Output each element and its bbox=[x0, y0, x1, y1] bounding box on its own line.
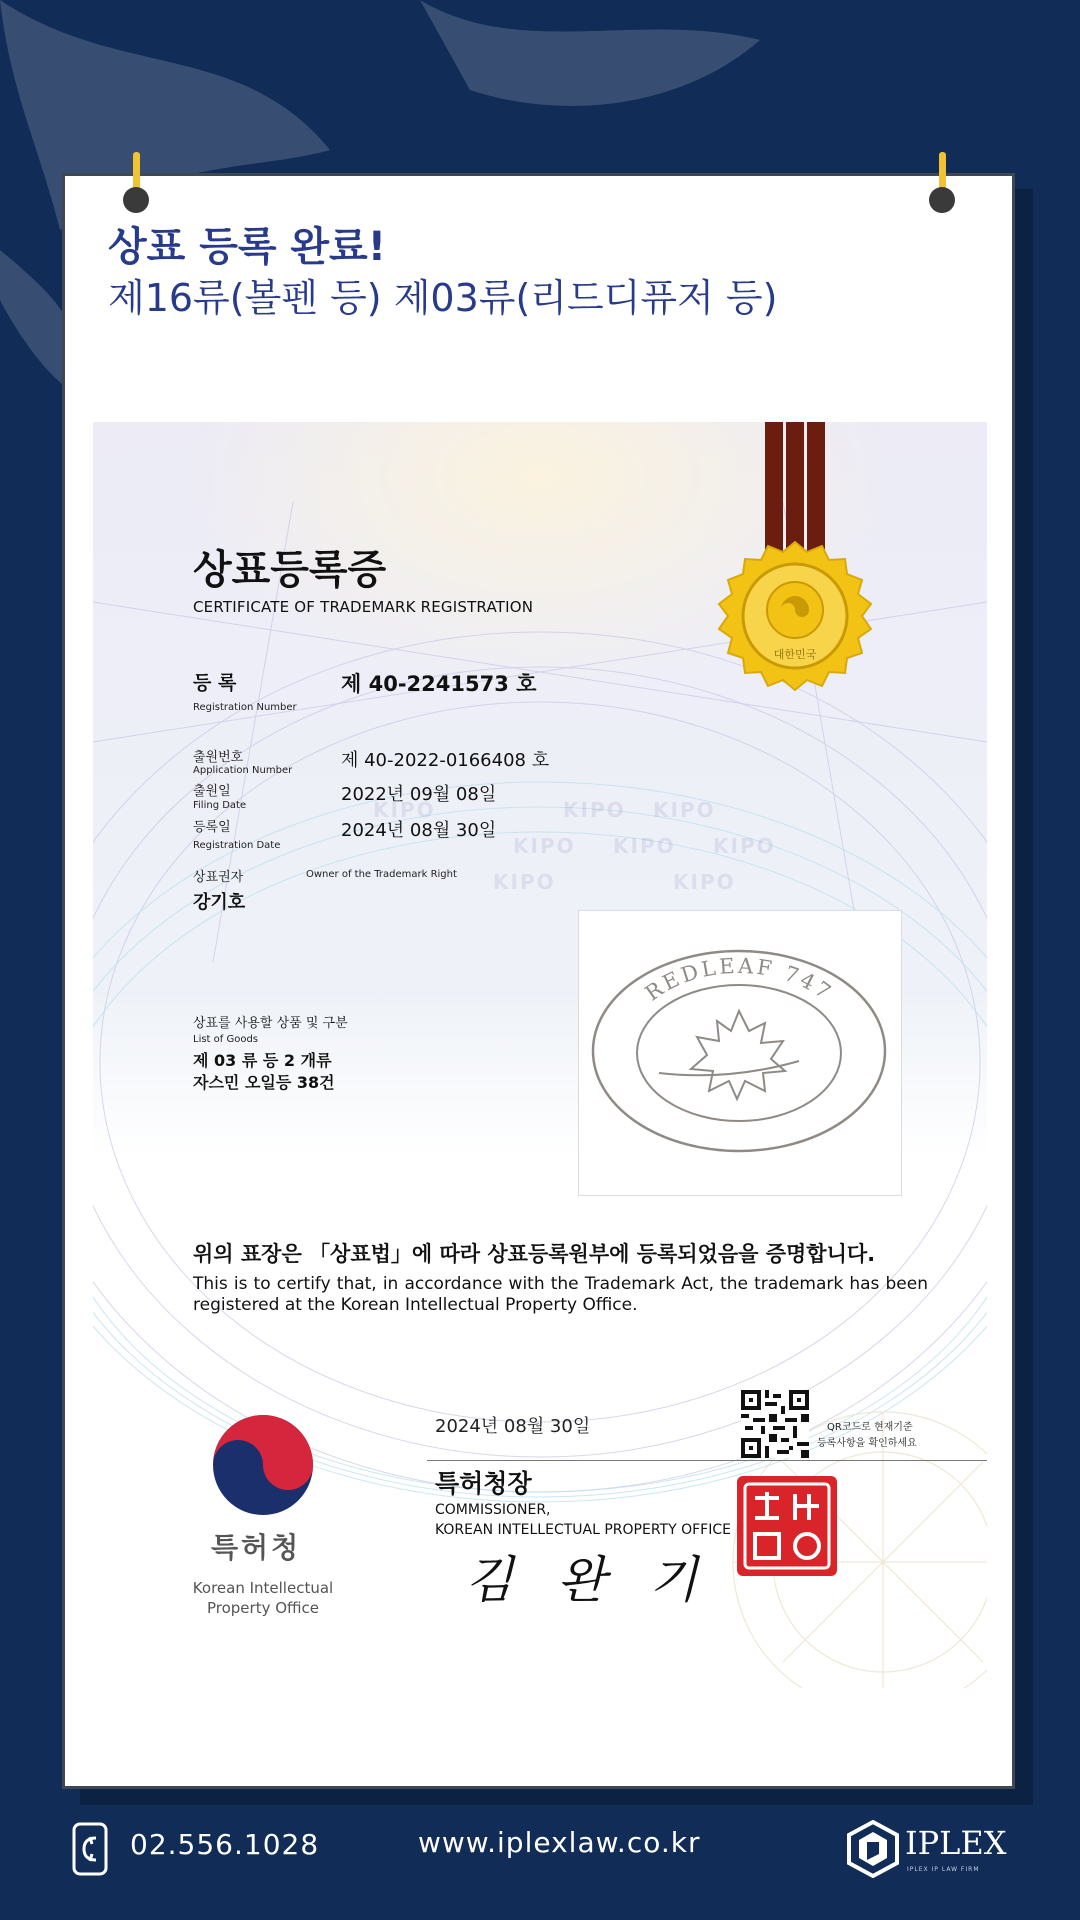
application-label-en: Application Number bbox=[193, 765, 293, 776]
trademark-certificate bbox=[93, 422, 987, 1688]
watermark: KIPO bbox=[373, 798, 436, 822]
kipo-name-en-line1: Korean Intellectual bbox=[192, 1579, 334, 1597]
kipo-taeguk-logo-icon bbox=[208, 1410, 318, 1520]
watermark: KIPO bbox=[513, 834, 576, 858]
registration-label: 등 록 bbox=[193, 672, 237, 694]
application-label: 출원번호 bbox=[193, 750, 244, 765]
brand-name: IPLEX bbox=[905, 1824, 1007, 1862]
watermark: KIPO bbox=[493, 870, 556, 894]
certification-statement-en: This is to certify that, in accordance with the Trademark Act, the trademark has been registered at the Korean Intellectual Property Office. bbox=[193, 1274, 928, 1315]
watermark: KIPO bbox=[563, 798, 626, 822]
certificate-title-en: CERTIFICATE OF TRADEMARK REGISTRATION bbox=[193, 598, 534, 616]
issue-date: 2024년 08월 30일 bbox=[435, 1416, 591, 1437]
filing-date-label: 출원일 bbox=[193, 784, 231, 799]
registration-date-label: 등록일 bbox=[193, 820, 231, 835]
svg-text:대한민국: 대한민국 bbox=[773, 648, 817, 661]
goods-label: 상표를 사용할 상품 및 구분 bbox=[193, 1016, 348, 1031]
headline-subtitle: 제16류(볼펜 등) 제03류(리드디퓨저 등) bbox=[108, 276, 778, 320]
commissioner-title: 특허청장 bbox=[435, 1469, 532, 1498]
watermark: KIPO bbox=[613, 834, 676, 858]
qr-note-line1: QR코드로 현재기준 bbox=[827, 1422, 913, 1433]
owner-label-en: Owner of the Trademark Right bbox=[306, 869, 457, 880]
filing-date-label-en: Filing Date bbox=[193, 800, 247, 811]
pin-right-icon bbox=[927, 152, 957, 218]
redleaf-logo-icon bbox=[579, 911, 901, 1195]
kipo-name-en-line2: Property Office bbox=[206, 1599, 320, 1617]
headline-title: 상표 등록 완료! bbox=[108, 224, 386, 270]
filing-date: 2022년 09월 08일 bbox=[341, 784, 497, 805]
svg-text:REDLEAF 747: REDLEAF 747 bbox=[640, 953, 838, 1006]
owner-name: 강기호 bbox=[193, 892, 246, 913]
phone-number[interactable]: 02.556.1028 bbox=[130, 1828, 320, 1861]
goods-items: 자스민 오일등 38건 bbox=[193, 1073, 335, 1092]
commissioner-en-line1: COMMISSIONER, bbox=[435, 1502, 551, 1518]
headline bbox=[108, 222, 777, 324]
registration-label-en: Registration Number bbox=[193, 702, 297, 713]
qr-code[interactable] bbox=[741, 1390, 809, 1458]
owner-label: 상표권자 bbox=[193, 870, 244, 885]
goods-classes: 제 03 류 등 2 개류 bbox=[193, 1051, 332, 1070]
iplex-logo-icon bbox=[847, 1820, 899, 1878]
kipo-name-en bbox=[187, 1578, 339, 1618]
certificate-title: 상표등록증 bbox=[193, 547, 387, 593]
divider bbox=[427, 1460, 987, 1461]
commissioner-title-en bbox=[435, 1500, 731, 1540]
official-stamp-icon bbox=[733, 1472, 841, 1580]
registration-number: 제 40-2241573 호 bbox=[341, 672, 537, 696]
watermark: KIPO bbox=[713, 834, 776, 858]
commissioner-signature: 김 완 기 bbox=[465, 1551, 712, 1609]
watermark: KIPO bbox=[653, 798, 716, 822]
qr-note bbox=[817, 1420, 917, 1452]
footer bbox=[0, 1820, 1080, 1880]
watermark: KIPO bbox=[673, 870, 736, 894]
registration-date: 2024년 08월 30일 bbox=[341, 820, 497, 841]
registration-date-label-en: Registration Date bbox=[193, 840, 281, 851]
website-link[interactable]: www.iplexlaw.co.kr bbox=[418, 1826, 701, 1859]
qr-note-line2: 등록사항을 확인하세요 bbox=[817, 1438, 917, 1449]
certification-statement-ko: 위의 표장은 「상표법」에 따라 상표등록원부에 등록되었음을 증명합니다. bbox=[193, 1242, 876, 1266]
pin-left-icon bbox=[121, 152, 151, 218]
brand-tagline: IPLEX IP LAW FIRM bbox=[907, 1866, 980, 1873]
commissioner-en-line2: KOREAN INTELLECTUAL PROPERTY OFFICE bbox=[435, 1522, 731, 1538]
application-number: 제 40-2022-0166408 호 bbox=[341, 750, 550, 771]
gold-seal-icon bbox=[685, 422, 915, 782]
goods-label-en: List of Goods bbox=[193, 1034, 259, 1045]
phone-icon bbox=[72, 1822, 108, 1876]
trademark-image bbox=[578, 910, 902, 1196]
kipo-name-ko: 특허청 bbox=[211, 1531, 302, 1564]
